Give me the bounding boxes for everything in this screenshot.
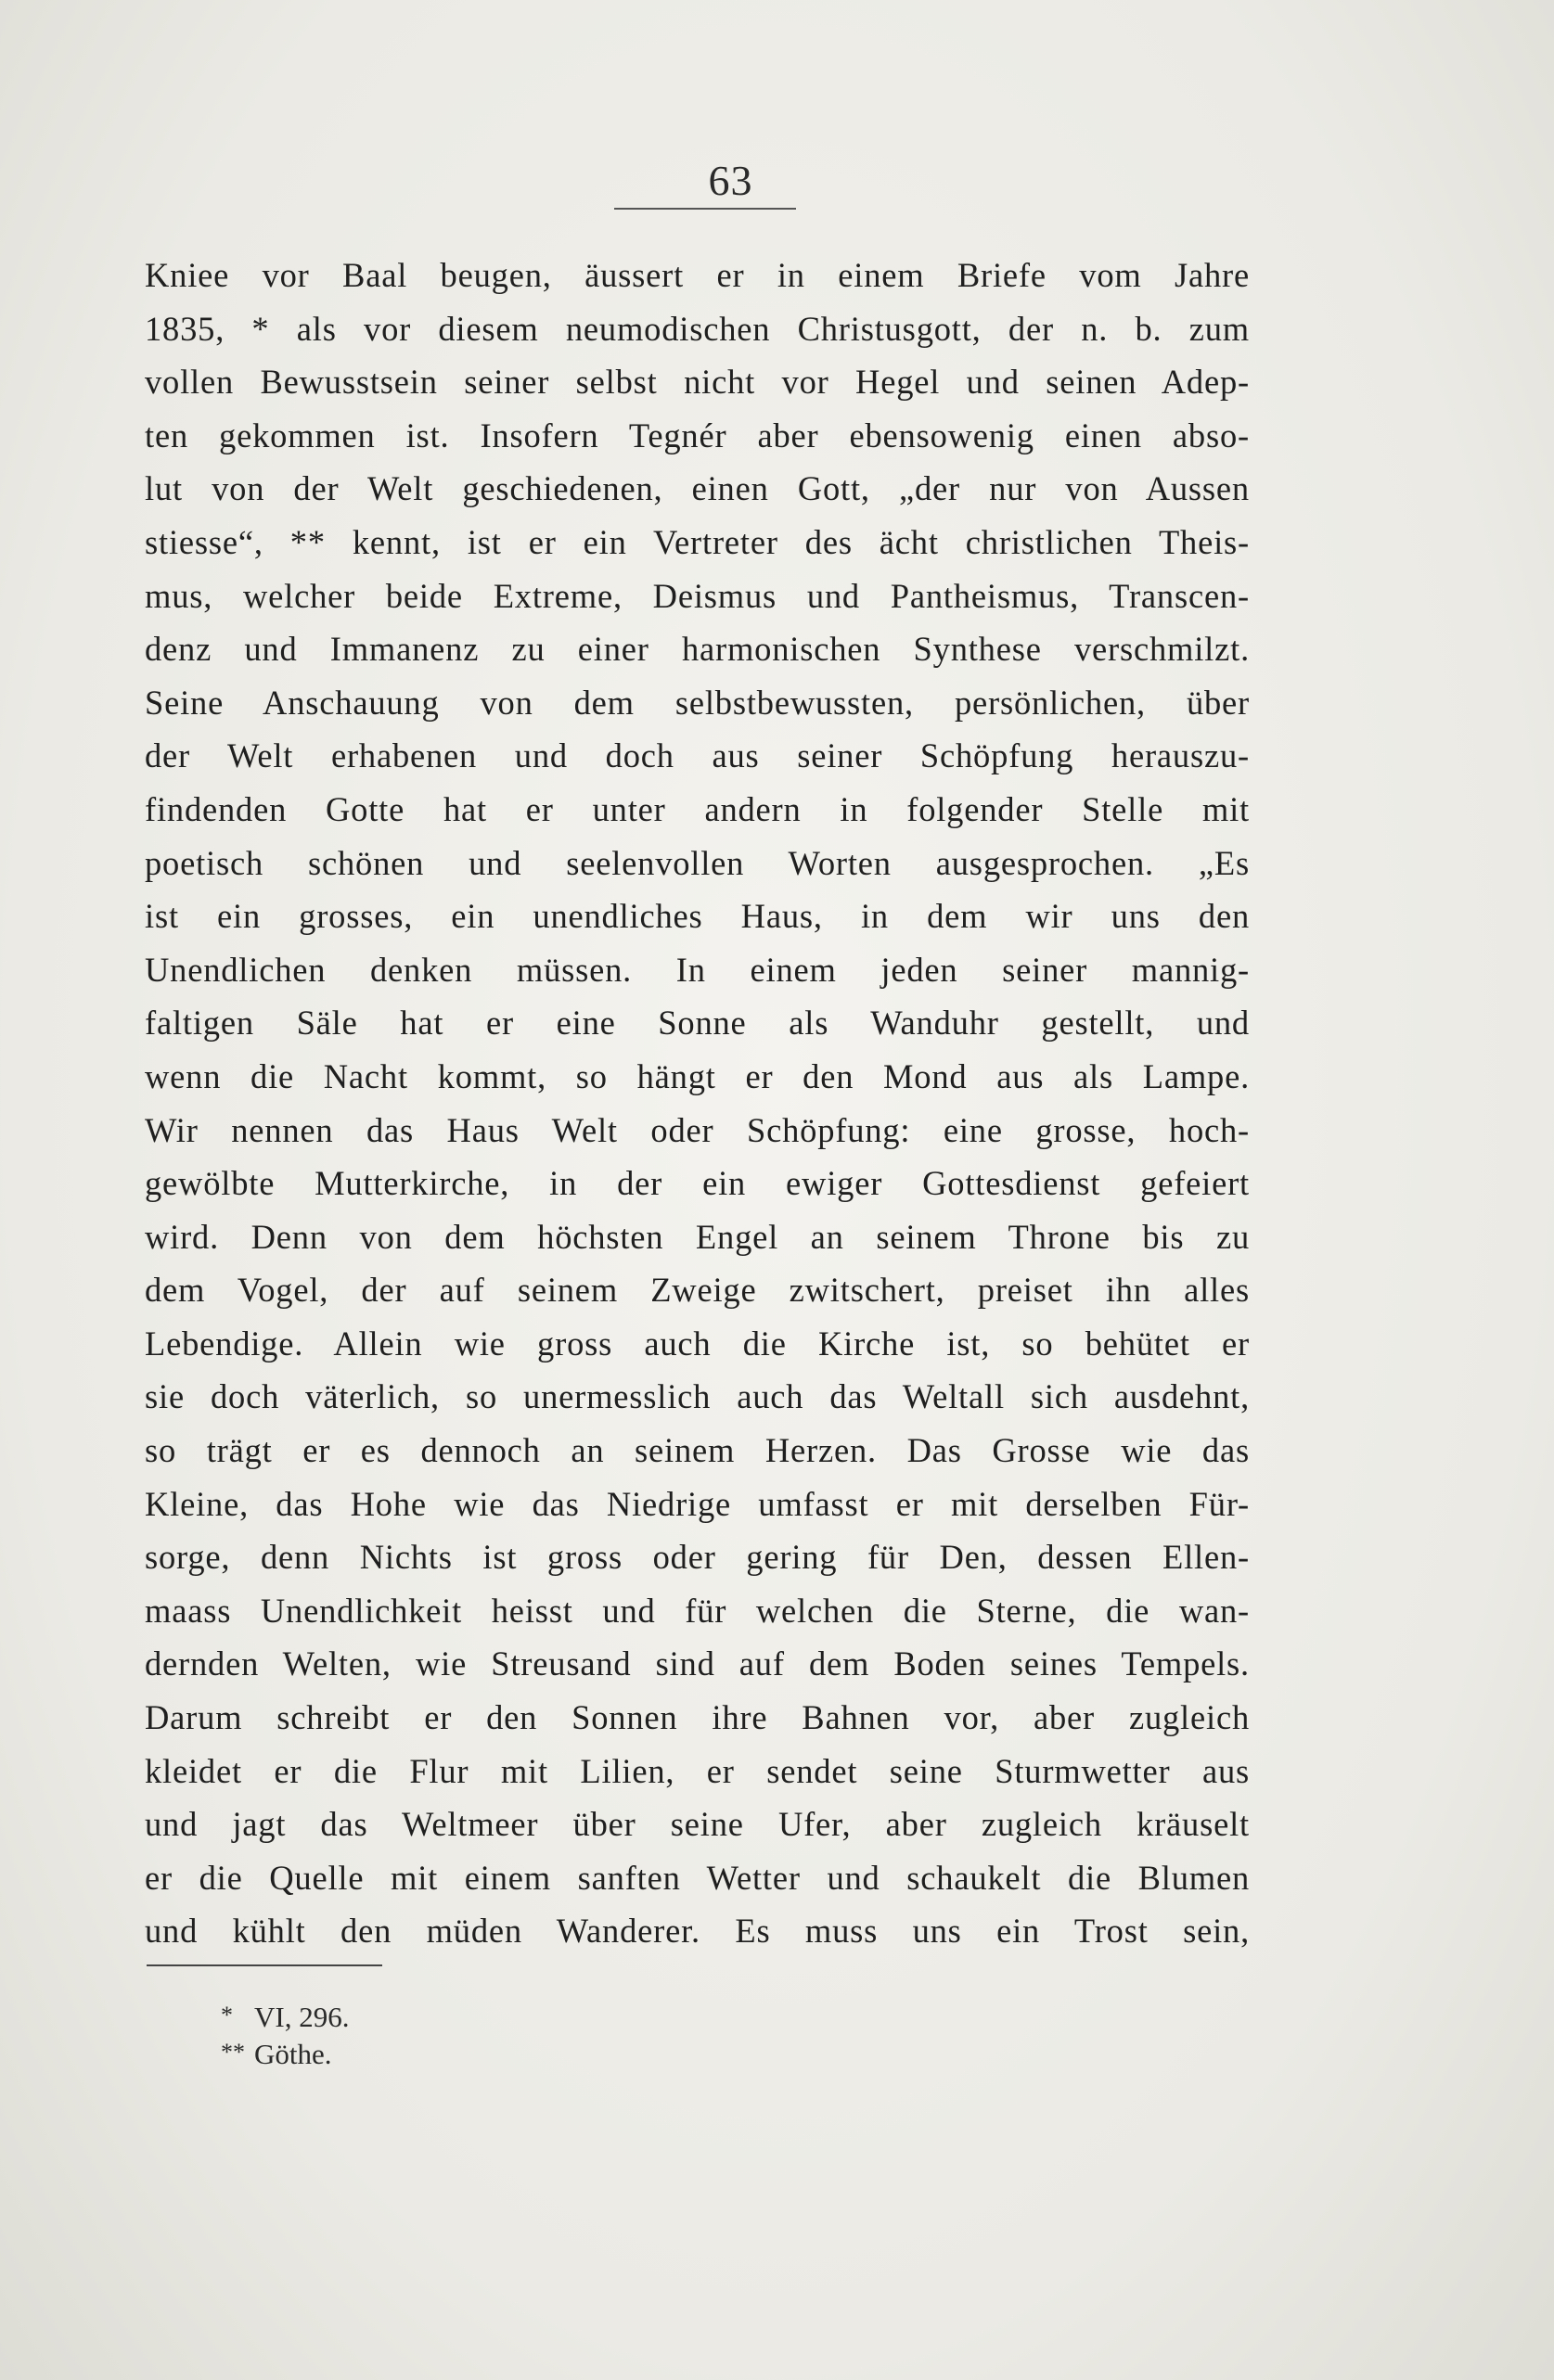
text-line: Darum schreibt er den Sonnen ihre Bahnen vor, aber zugleich <box>145 1698 1250 1737</box>
text-line: sie doch väterlich, so unermesslich auch das Weltall sich ausdehnt, <box>145 1377 1250 1416</box>
text-line: Lebendige. Allein wie gross auch die Kirche ist, so behütet er <box>145 1324 1250 1363</box>
body-text <box>145 249 1250 1958</box>
text-line: faltigen Säle hat er eine Sonne als Wanduhr gestellt, und <box>145 1004 1250 1043</box>
footnotes <box>221 1998 349 2072</box>
footnote-text: VI, 296. <box>254 2001 350 2033</box>
text-line: ist ein grosses, ein unendliches Haus, in dem wir uns den <box>145 897 1250 936</box>
text-line: dem Vogel, der auf seinem Zweige zwitschert, preiset ihn alles <box>145 1271 1250 1310</box>
text-line: Kleine, das Hohe wie das Niedrige umfasst er mit derselben Für- <box>145 1484 1250 1523</box>
text-line: mus, welcher beide Extreme, Deismus und Pantheismus, Transcen- <box>145 576 1250 615</box>
text-line: vollen Bewusstsein seiner selbst nicht vor Hegel und seinen Adep- <box>145 363 1250 402</box>
text-line: so trägt er es dennoch an seinem Herzen. Das Grosse wie das <box>145 1431 1250 1470</box>
text-line: er die Quelle mit einem sanften Wetter und schaukelt die Blumen <box>145 1858 1250 1897</box>
text-line: ten gekommen ist. Insofern Tegnér aber ebensowenig einen abso- <box>145 416 1250 454</box>
footnote-mark: ** <box>221 2039 245 2066</box>
footnote-text: Göthe. <box>254 2038 332 2070</box>
text-line: findenden Gotte hat er unter andern in folgender Stelle mit <box>145 789 1250 828</box>
text-line: Kniee vor Baal beugen, äussert er in einem Briefe vom Jahre <box>145 256 1250 294</box>
text-line: Unendlichen denken müssen. In einem jeden seiner mannig- <box>145 950 1250 989</box>
footnote-rule <box>147 1964 382 1966</box>
text-line: 1835, * als vor diesem neumodischen Christusgott, der n. b. zum <box>145 309 1250 348</box>
text-line: lut von der Welt geschiedenen, einen Gott, „der nur von Aussen <box>145 469 1250 508</box>
footnote <box>221 1998 349 2035</box>
text-line: kleidet er die Flur mit Lilien, er sendet seine Sturmwetter aus <box>145 1751 1250 1790</box>
text-line: und jagt das Weltmeer über seine Ufer, aber zugleich kräuselt <box>145 1805 1250 1844</box>
text-line: maass Unendlichkeit heisst und für welchen die Sterne, die wan- <box>145 1591 1250 1630</box>
text-line: stiesse“, ** kennt, ist er ein Vertreter des ächt christlichen Theis- <box>145 522 1250 561</box>
text-line: sorge, denn Nichts ist gross oder gering für Den, dessen Ellen- <box>145 1538 1250 1577</box>
footnote <box>221 2035 349 2072</box>
text-line: Seine Anschauung von dem selbstbewussten, persönlichen, über <box>145 683 1250 722</box>
page-number: 63 <box>708 157 753 204</box>
text-line: denz und Immanenz zu einer harmonischen Synthese verschmilzt. <box>145 630 1250 669</box>
text-line: wenn die Nacht kommt, so hängt er den Mond aus als Lampe. <box>145 1056 1250 1095</box>
header-rule <box>614 208 796 210</box>
text-line: poetisch schönen und seelenvollen Worten ausgesprochen. „Es <box>145 843 1250 882</box>
text-line: wird. Denn von dem höchsten Engel an seinem Throne bis zu <box>145 1217 1250 1256</box>
text-line: Wir nennen das Haus Welt oder Schöpfung: eine grosse, hoch- <box>145 1110 1250 1149</box>
text-line: gewölbte Mutterkirche, in der ein ewiger Gottesdienst gefeiert <box>145 1164 1250 1203</box>
footnote-mark: * <box>221 2002 233 2028</box>
text-line: dernden Welten, wie Streusand sind auf dem Boden seines Tempels. <box>145 1644 1250 1683</box>
text-line: und kühlt den müden Wanderer. Es muss uns ein Trost sein, <box>145 1912 1250 1951</box>
text-line: der Welt erhabenen und doch aus seiner Schöpfung herauszu- <box>145 736 1250 775</box>
